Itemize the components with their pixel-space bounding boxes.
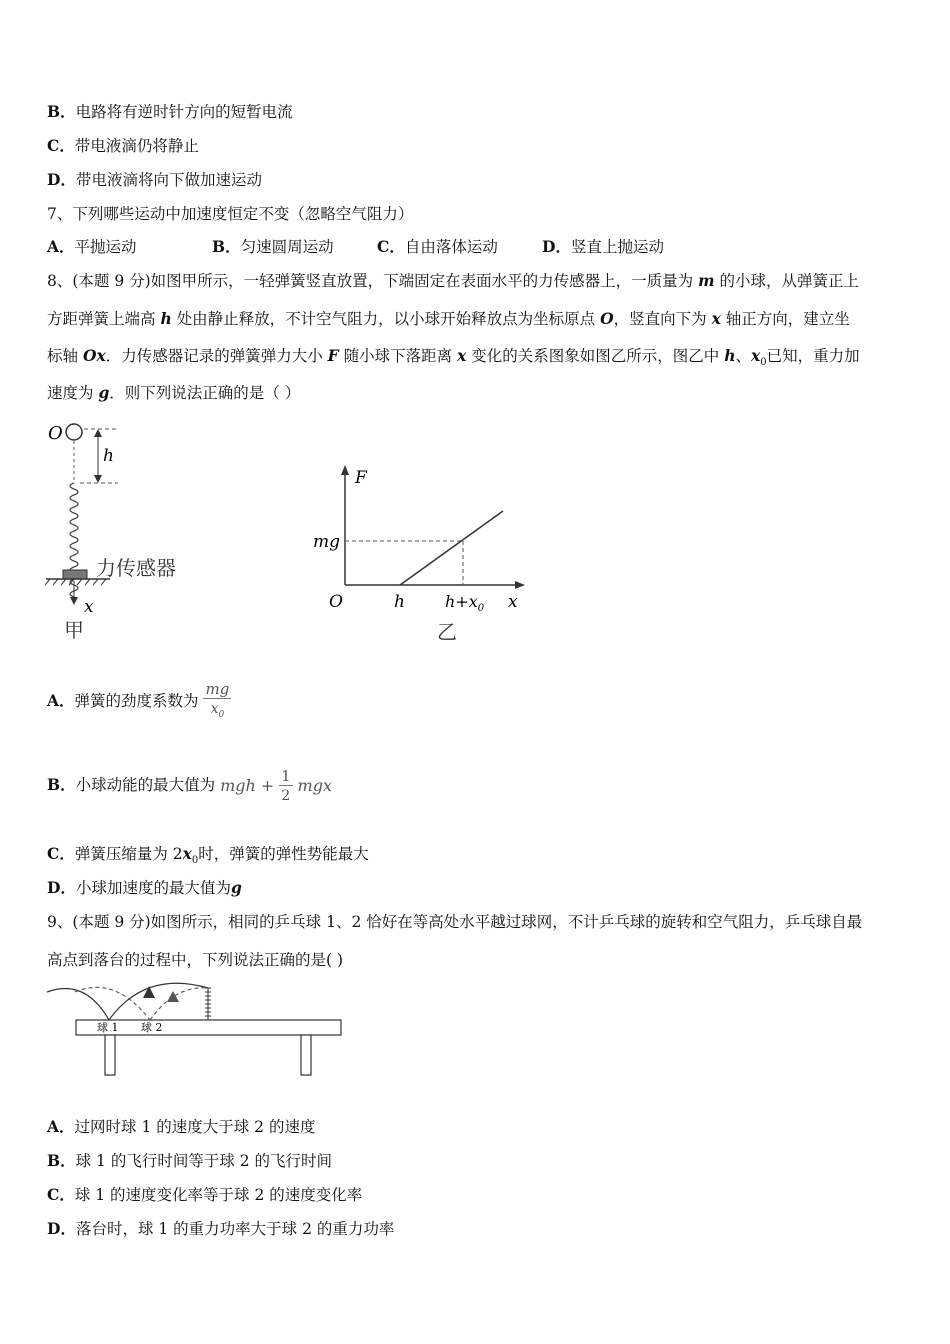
q6-option-c xyxy=(47,136,199,156)
q8-option-c xyxy=(47,844,369,871)
subscript: 0 xyxy=(760,357,767,369)
arrow-right-icon xyxy=(515,581,525,589)
stem-text: 标轴 xyxy=(47,347,79,365)
q8-stem-line1 xyxy=(47,271,859,291)
den-var: x xyxy=(210,700,219,717)
arrow-icon xyxy=(143,986,155,998)
label-f: F xyxy=(355,468,367,488)
caption-jia: 甲 xyxy=(64,618,84,642)
option-letter: B． xyxy=(47,775,76,794)
expr-mgx: mgx xyxy=(297,776,332,795)
option-text: 自由落体运动 xyxy=(404,238,498,256)
label-h-plus-x0 xyxy=(445,592,485,614)
stem-text: 轴正方向，建立坐 xyxy=(725,310,850,328)
table-leg-left xyxy=(105,1035,115,1075)
var-x0: x xyxy=(751,346,761,365)
label-ball1: 球 1 xyxy=(97,1021,119,1034)
var-g: g xyxy=(98,383,110,402)
label-x: x xyxy=(508,592,518,612)
stem-text: ．则下列说法正确的是（ ） xyxy=(109,384,301,402)
arrow-down-icon xyxy=(70,597,78,605)
f-line xyxy=(400,511,503,585)
var-m: m xyxy=(698,271,715,290)
label-o: O xyxy=(48,423,63,444)
q6-option-d xyxy=(47,170,262,190)
stem-text: 、 xyxy=(735,347,751,365)
q7-option-a xyxy=(47,237,137,257)
option-letter: B． xyxy=(212,237,241,256)
arrow-up-icon xyxy=(94,429,102,437)
option-letter: D． xyxy=(47,878,76,897)
label-origin: O xyxy=(329,592,343,612)
stem-text: 已知，重力加 xyxy=(766,347,860,365)
q9-option-c xyxy=(47,1185,362,1205)
var-h: h xyxy=(160,309,172,328)
ball1-path xyxy=(109,983,208,1020)
fraction-denominator: 2 xyxy=(281,787,291,804)
var-ox: Ox xyxy=(82,346,106,365)
option-text: 弹簧的劲度系数为 xyxy=(74,692,199,710)
option-text: 匀速圆周运动 xyxy=(240,238,334,256)
arrow-up-icon xyxy=(341,465,349,475)
option-letter: A． xyxy=(47,691,75,710)
stem-text: 变化的关系图象如图乙所示，图乙中 xyxy=(471,347,720,365)
figure-spring-setup xyxy=(40,415,200,645)
subscript: 0 xyxy=(477,603,485,614)
label-x: x xyxy=(84,597,94,617)
option-text: 弹簧压缩量为 2 xyxy=(74,845,183,863)
option-letter: C． xyxy=(47,844,75,863)
option-text: 小球动能的最大值为 xyxy=(75,776,216,794)
var-f: F xyxy=(327,346,339,365)
q8-option-a xyxy=(47,678,231,724)
q8-stem-line3 xyxy=(47,346,860,373)
option-letter: D． xyxy=(47,1219,76,1238)
q7-option-d xyxy=(542,237,664,257)
fraction-denominator xyxy=(203,699,231,725)
table-leg-right xyxy=(301,1035,311,1075)
var-g: g xyxy=(230,878,242,897)
stem-text: 处由静止释放，不计空气阻力，以小球开始释放点为坐标原点 xyxy=(176,310,596,328)
stem-text: 随小球下落距离 xyxy=(343,347,453,365)
q7-stem: 7、下列哪些运动中加速度恒定不变（忽略空气阻力） xyxy=(47,205,414,223)
spring-icon xyxy=(70,483,78,597)
q9-stem-line1: 9、(本题 9 分)如图所示，相同的乒乓球 1、2 恰好在等高处水平越过球网，不计乒乓球的旋转和空气阻力，乒乓球自最 xyxy=(47,913,863,931)
option-text: 电路将有逆时针方向的短暂电流 xyxy=(75,103,293,121)
arrow-down-icon xyxy=(94,475,102,483)
option-letter: A． xyxy=(47,1117,75,1136)
caption-yi: 乙 xyxy=(437,620,457,644)
var-o: O xyxy=(600,309,614,328)
q9-stem-line2: 高点到落台的过程中，下列说法正确的是( ) xyxy=(47,951,344,969)
q8-stem-line2 xyxy=(47,309,850,329)
option-letter: D． xyxy=(47,170,76,189)
net xyxy=(205,988,211,1020)
stem-text: 8、(本题 9 分)如图甲所示，一轻弹簧竖直放置，下端固定在表面水平的力传感器上，一质量为 xyxy=(47,272,694,290)
fraction xyxy=(279,767,293,806)
q8-stem-line4 xyxy=(47,383,300,403)
sensor-label: 力传感器 xyxy=(96,556,176,580)
q9-option-d xyxy=(47,1219,394,1239)
option-letter: C． xyxy=(377,237,405,256)
q8-option-b xyxy=(47,762,332,809)
var-x: x xyxy=(182,844,192,863)
label-mg: mg xyxy=(313,532,341,552)
expr-mgh: mgh xyxy=(220,776,256,795)
ball-icon xyxy=(66,424,82,440)
option-text: 时，弹簧的弹性势能最大 xyxy=(198,845,369,863)
q9-option-b xyxy=(47,1151,332,1171)
fraction-numerator: mg xyxy=(205,679,230,698)
option-letter: C． xyxy=(47,136,75,155)
option-text: 小球加速度的最大值为 xyxy=(75,879,231,897)
plus-sign: + xyxy=(260,776,275,795)
q8-option-d xyxy=(47,878,242,898)
subscript: 0 xyxy=(191,855,199,867)
stem-text: 方距弹簧上端高 xyxy=(47,310,156,328)
option-letter: B． xyxy=(47,1151,76,1170)
q9-option-a xyxy=(47,1117,315,1137)
q6-option-b xyxy=(47,102,293,122)
option-text: 过网时球 1 的速度大于球 2 的速度 xyxy=(74,1118,316,1136)
subscript: 0 xyxy=(218,709,225,720)
option-letter: A． xyxy=(47,237,75,256)
sensor-block xyxy=(63,570,87,579)
figure-ping-pong xyxy=(45,980,350,1080)
stem-text: ，竖直向下为 xyxy=(613,310,707,328)
fraction-numerator: 1 xyxy=(281,766,291,785)
ball2-path xyxy=(150,988,208,1020)
option-letter: B． xyxy=(47,102,76,121)
label-ball2: 球 2 xyxy=(141,1021,163,1034)
fraction xyxy=(203,680,231,725)
option-text: 球 1 的速度变化率等于球 2 的速度变化率 xyxy=(74,1186,363,1204)
stem-text: 的小球，从弹簧正上 xyxy=(719,272,859,290)
option-text: 带电液滴仍将静止 xyxy=(74,137,199,155)
label-h: h xyxy=(394,592,405,612)
option-text: 竖直上抛运动 xyxy=(570,238,664,256)
stem-text: ．力传感器记录的弹簧弹力大小 xyxy=(105,347,323,365)
option-letter: C． xyxy=(47,1185,75,1204)
ball1-incoming-path xyxy=(47,989,109,1021)
label-h-plus-x: h+x xyxy=(445,592,478,611)
option-text: 平抛运动 xyxy=(74,238,137,256)
q7-option-b xyxy=(212,237,334,257)
stem-text: 速度为 xyxy=(47,384,94,402)
figure-f-x-graph xyxy=(305,455,540,655)
label-h: h xyxy=(103,446,114,466)
var-x: x xyxy=(457,346,467,365)
var-x: x xyxy=(711,309,721,328)
option-letter: D． xyxy=(542,237,571,256)
arrow-icon xyxy=(167,991,179,1002)
option-text: 球 1 的飞行时间等于球 2 的飞行时间 xyxy=(75,1152,333,1170)
var-h: h xyxy=(724,346,736,365)
q7-option-c xyxy=(377,237,498,257)
option-text: 带电液滴将向下做加速运动 xyxy=(75,171,262,189)
option-text: 落台时，球 1 的重力功率大于球 2 的重力功率 xyxy=(75,1220,395,1238)
